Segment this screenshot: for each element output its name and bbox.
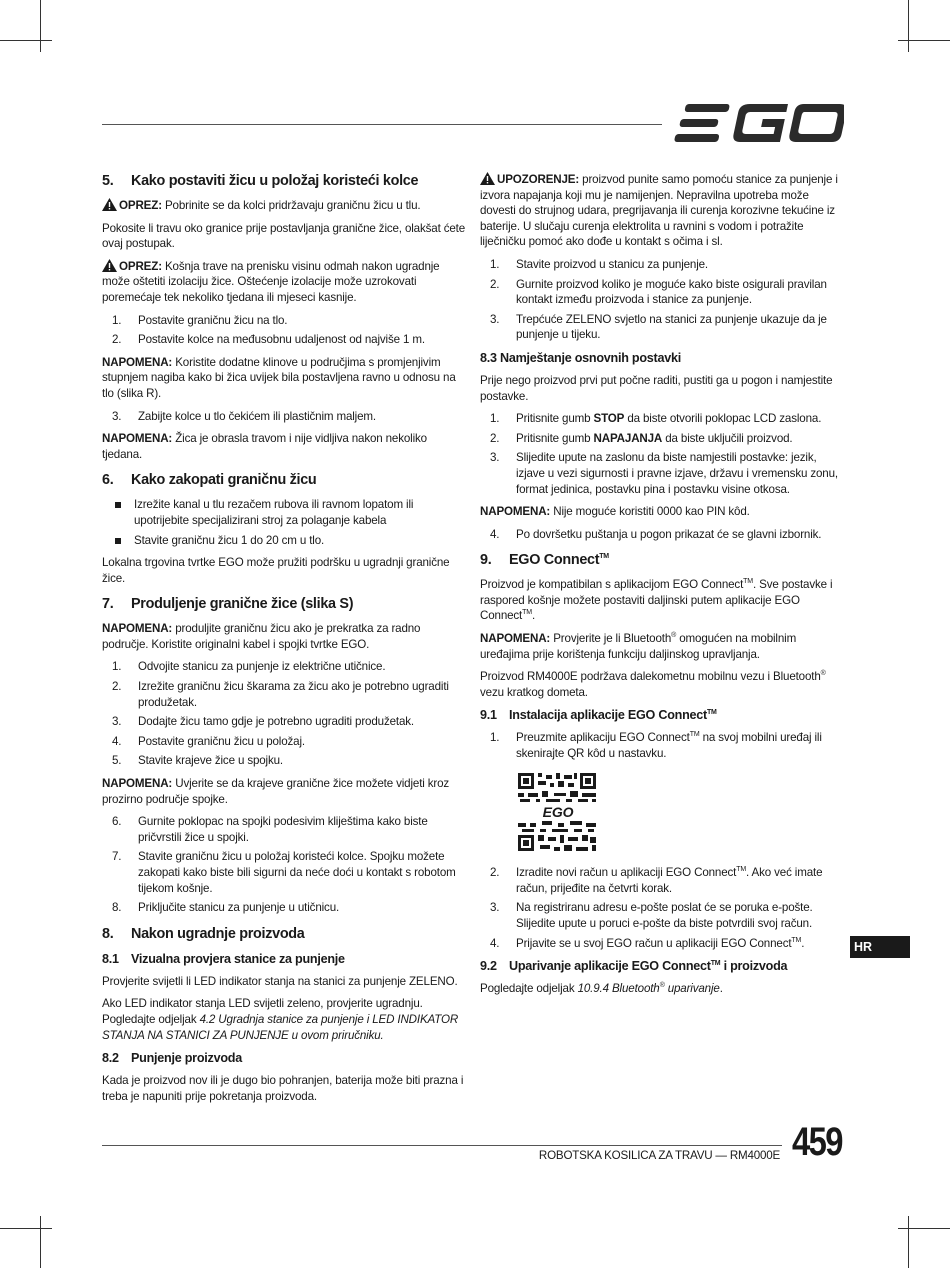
list-item: 3. Dodajte žicu tamo gdje je potrebno ugraditi produžetak. <box>112 715 414 729</box>
list-item: 2. Postavite kolce na međusobnu udaljenost od najviše 1 m. <box>112 333 425 347</box>
svg-text:EGO: EGO <box>542 803 574 820</box>
section-5-heading: 5. Kako postaviti žicu u položaj koristeći kolce <box>102 173 419 189</box>
note-paragraph: NAPOMENA: Koristite dodatne klinove u područjima s promjenjivim stupnjem nagiba kako bi žica uvijek bila postavljena ravno u odnosu na tlo (slika R). <box>102 355 456 400</box>
list-item: Stavite graničnu žicu 1 do 20 cm u tlo. <box>102 533 466 549</box>
left-column <box>102 172 466 1111</box>
caution-paragraph: OPREZ: Pobrinite se da kolci pridržavaju graničnu žicu u tlu. <box>102 198 466 214</box>
warning-triangle-icon <box>102 259 117 272</box>
crop-mark <box>898 1228 950 1229</box>
footer-title: ROBOTSKA KOSILICA ZA TRAVU — RM4000E <box>538 1149 780 1162</box>
warning-triangle-icon <box>102 198 117 211</box>
bullet-square-icon <box>115 538 121 544</box>
bullet-square-icon <box>115 502 121 508</box>
list-item: 2. Pritisnite gumb NAPAJANJA da biste uključili proizvod. <box>490 431 793 445</box>
warning-paragraph: UPOZORENJE: proizvod punite samo pomoću stanice za punjenje i izvora napajanja koji mu je namijenjen. Nepravilna upotreba može dovesti do strujnog udara, pregrijavanja ili curenja korozivne tekućine iz baterije. U slučaju curenja elektrolita u ravnini s vodom i potražite liječničku pomoć ako dođe u kontakt s očima i sl. <box>480 173 838 249</box>
steps-list <box>102 814 466 916</box>
steps-list <box>480 865 842 951</box>
list-item: 1. Preuzmite aplikaciju EGO Connect™ na svoj mobilni uređaj ili skenirajte QR kôd u nastavku. <box>490 731 822 761</box>
steps-list <box>480 411 842 497</box>
section-8-3-heading: 8.3 Namještanje osnovnih postavki <box>480 350 682 365</box>
qr-code-icon <box>518 773 598 853</box>
crop-mark <box>0 40 52 41</box>
warning-triangle-icon <box>480 172 495 185</box>
paragraph: Kada je proizvod nov ili je dugo bio pohranjen, baterija može biti prazna i treba je napuniti prije pokretanja proizvoda. <box>102 1074 464 1103</box>
list-item: 4. Po dovršetku puštanja u pogon prikazat će se glavni izbornik. <box>490 527 822 541</box>
steps-list <box>102 659 466 769</box>
list-item: 3. Zabijte kolce u tlo čekićem ili plastičnim maljem. <box>112 409 376 423</box>
steps-list <box>102 409 466 425</box>
steps-list <box>480 527 842 543</box>
note-paragraph: NAPOMENA: Uvjerite se da krajeve granične žice možete vidjeti kroz prozirno područje spojke. <box>102 777 450 806</box>
paragraph: Pogledajte odjeljak 10.9.4 Bluetooth® uparivanje. <box>480 982 723 996</box>
section-6-heading: 6. Kako zakopati graničnu žicu <box>102 472 317 489</box>
caution-paragraph: OPREZ: Košnja trave na prenisku visinu odmah nakon ugradnje može oštetiti izolaciju žice. Oštećenje izolacije može uzrokovati poremećaje tek nekoliko tjedana ili mjeseci kasnije. <box>102 259 440 304</box>
list-item: 4. Postavite graničnu žicu u položaj. <box>112 734 305 748</box>
list-item: 2. Gurnite proizvod koliko je moguće kako biste osigurali pravilan kontakt između proizvoda i stanice za punjenje. <box>490 277 827 307</box>
list-item: 7. Stavite graničnu žicu u položaj koristeći kolce. Spojku možete zakopati kako biste bili sigurni da neće doći u kontakt s robotom tijekom košnje. <box>112 850 456 895</box>
paragraph: Ako LED indikator stanja LED svijetli zeleno, provjerite ugradnju. Pogledajte odjeljak 4.2 Ugradnja stanice za punjenje i LED INDIKATOR STANJA NA STANICI ZA PUNJENJE u ovom priručniku. <box>102 997 459 1042</box>
right-column <box>480 172 842 1004</box>
section-8-1-heading: 8.1 Vizualna provjera stanice za punjenje <box>102 951 345 966</box>
crop-mark <box>898 40 950 41</box>
list-item: 5. Stavite krajeve žice u spojku. <box>112 754 284 768</box>
note-paragraph: NAPOMENA: Žica je obrasla travom i nije vidljiva nakon nekoliko tjedana. <box>102 432 427 461</box>
steps-list <box>480 730 842 761</box>
list-item: 3. Trepćuće ZELENO svjetlo na stanici za punjenje ukazuje da je punjenje u tijeku. <box>490 312 827 342</box>
paragraph: Provjerite svijetli li LED indikator stanja na stanici za punjenje ZELENO. <box>102 974 458 988</box>
list-item: 1. Odvojite stanicu za punjenje iz električne utičnice. <box>112 660 386 674</box>
cross-reference: 10.9.4 Bluetooth® uparivanje <box>577 982 720 996</box>
list-item: 2. Izrežite graničnu žicu škarama za žicu ako je potrebno ugraditi produžetak. <box>112 680 449 709</box>
ego-logo <box>672 104 844 142</box>
section-7-heading: 7. Produljenje granične žice (slika S) <box>102 596 354 613</box>
section-8-heading: 8. Nakon ugradnje proizvoda <box>102 925 305 942</box>
header-rule <box>102 124 662 125</box>
note-paragraph: NAPOMENA: Nije moguće koristiti 0000 kao PIN kôd. <box>480 505 750 519</box>
section-8-2-heading: 8.2 Punjenje proizvoda <box>102 1051 242 1066</box>
cross-reference: 4.2 Ugradnja stanice za punjenje i LED INDIKATOR STANJA NA STANICI ZA PUNJENJE u ovom priručniku. <box>102 1012 459 1042</box>
section-9-1-heading: 9.1 Instalacija aplikacije EGO Connect™ <box>480 708 717 723</box>
steps-list <box>102 313 466 348</box>
crop-mark <box>908 1216 909 1268</box>
note-paragraph: NAPOMENA: Provjerite je li Bluetooth® omogućen na mobilnim uređajima prije korištenja funkciju daljinskog upravljanja. <box>480 632 797 661</box>
bullet-list <box>102 497 466 548</box>
list-item: 2. Izradite novi račun u aplikaciji EGO Connect™. Ako već imate račun, prijeđite na četvrti korak. <box>490 866 823 895</box>
language-tab: HR <box>850 936 910 958</box>
crop-mark <box>0 1228 52 1229</box>
crop-mark <box>908 0 909 52</box>
paragraph: Proizvod je kompatibilan s aplikacijom EGO Connect™. Sve postavke i raspored košnje možete postaviti daljinski putem aplikacije EGO Connect™. <box>480 578 833 623</box>
list-item: 4. Prijavite se u svoj EGO račun u aplikaciji EGO Connect™. <box>490 936 805 950</box>
list-item: 8. Priključite stanicu za punjenje u utičnicu. <box>112 901 340 915</box>
list-item: 6. Gurnite poklopac na spojki podesivim kliještima kako biste pričvrstili žice u spojki. <box>112 815 428 844</box>
list-item: 1. Postavite graničnu žicu na tlo. <box>112 313 288 327</box>
list-item: 3. Slijedite upute na zaslonu da biste namjestili postavke: jezik, izjave u vezi sigurnosti i pravne izjave, državu i vremensku zonu, format jedinica, postavku pina i postavku visine otkosa. <box>490 451 838 496</box>
crop-mark <box>40 0 41 52</box>
note-paragraph: NAPOMENA: produljite graničnu žicu ako je prekratka za radno područje. Koristite originalni kabel i spojki tvrtke EGO. <box>102 622 421 651</box>
section-9-2-heading: 9.2 Uparivanje aplikacije EGO Connect™ i proizvoda <box>480 959 788 974</box>
footer-rule <box>102 1145 782 1146</box>
paragraph: Prije nego proizvod prvi put počne raditi, pustiti ga u pogon i namjestite postavke. <box>480 373 833 403</box>
paragraph: Proizvod RM4000E podržava dalekometnu mobilnu vezu i Bluetooth® vezu kratkog dometa. <box>480 670 826 699</box>
list-item: Izrežite kanal u tlu rezačem rubova ili ravnom lopatom ili upotrijebite specijalizirani stroj za polaganje kabela <box>102 497 466 528</box>
page-number: 459 <box>792 1120 842 1164</box>
list-item: 3. Na registriranu adresu e-pošte poslat će se poruka e-pošte. Slijedite upute u poruci e-pošte da biste potvrdili svoj račun. <box>490 901 813 930</box>
section-9-heading: 9. EGO Connect™ <box>480 552 609 569</box>
list-item: 1. Stavite proizvod u stanicu za punjenje. <box>490 257 709 271</box>
list-item: 1. Pritisnite gumb STOP da biste otvorili poklopac LCD zaslona. <box>490 412 822 426</box>
crop-mark <box>40 1216 41 1268</box>
paragraph: Lokalna trgovina tvrtke EGO može pružiti podršku u ugradnji granične žice. <box>102 556 450 585</box>
paragraph: Pokosite li travu oko granice prije postavljanja granične žice, olakšat ćete ovaj postupak. <box>102 221 466 251</box>
steps-list <box>480 257 842 343</box>
